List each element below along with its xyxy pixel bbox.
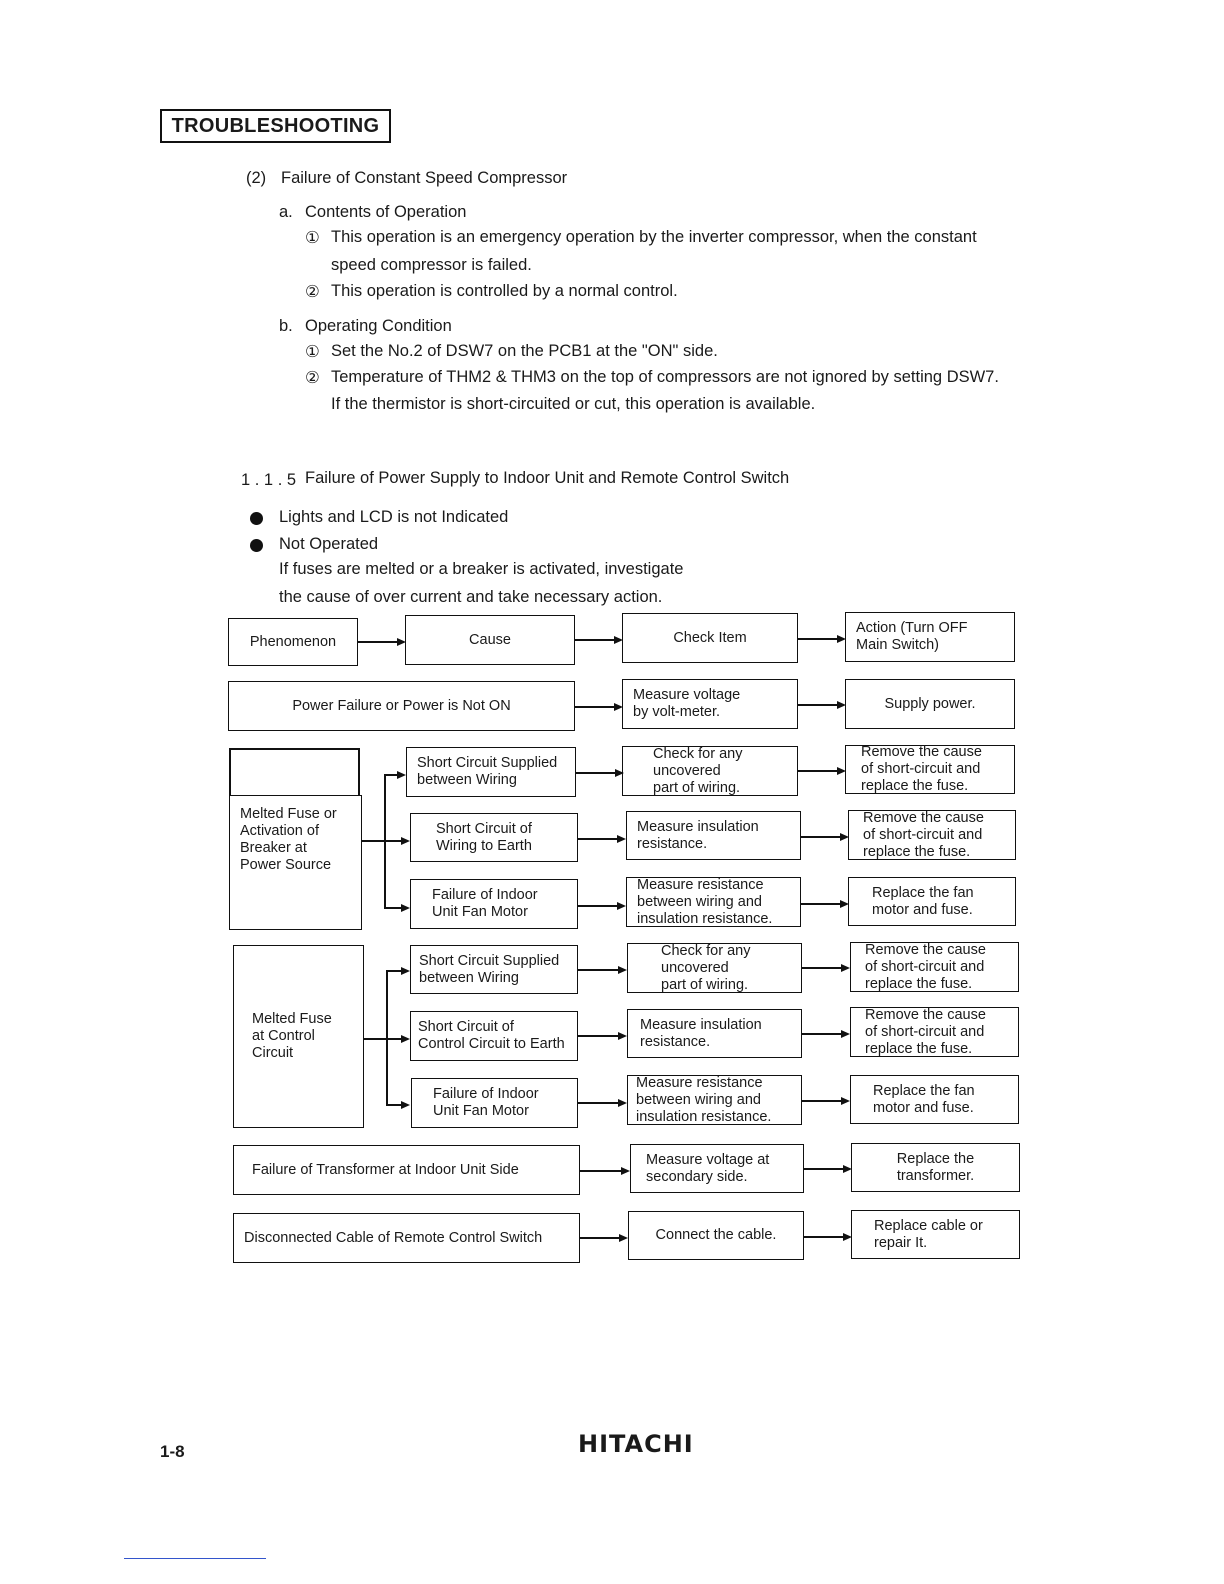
note-line-1: If fuses are melted or a breaker is activated, investigate	[279, 560, 684, 578]
source-check-1: Check for any uncovered part of wiring.	[622, 746, 798, 796]
arrow-icon	[843, 1165, 852, 1173]
connector-line	[575, 639, 615, 641]
divider-line	[229, 748, 360, 750]
arrow-icon	[617, 835, 626, 843]
connector-line	[802, 967, 842, 969]
arrow-icon	[841, 1030, 850, 1038]
arrow-icon	[397, 638, 406, 646]
sub-a-label: a.	[279, 203, 293, 221]
a-item-1-number: ①	[305, 229, 320, 247]
connector-line	[384, 907, 402, 909]
arrow-icon	[401, 967, 410, 975]
arrow-icon	[397, 771, 406, 779]
arrow-icon	[619, 1234, 628, 1242]
a-item-1-line-1: This operation is an emergency operation by the inverter compressor, when the constant	[331, 228, 977, 246]
power-failure-action: Supply power.	[845, 679, 1015, 729]
power-failure-phenomenon: Power Failure or Power is Not ON	[228, 681, 575, 731]
b-item-1-line-1: Set the No.2 of DSW7 on the PCB1 at the "ON" side.	[331, 342, 718, 360]
connector-line	[578, 838, 618, 840]
arrow-icon	[401, 904, 410, 912]
arrow-icon	[843, 1233, 852, 1241]
arrow-icon	[840, 833, 849, 841]
sub-b-label: b.	[279, 317, 293, 335]
arrow-icon	[401, 1035, 410, 1043]
connector-line	[798, 770, 838, 772]
connector-line	[384, 840, 402, 842]
connector-line	[386, 1038, 402, 1040]
arrow-icon	[618, 1032, 627, 1040]
transformer-action: Replace the transformer.	[851, 1143, 1020, 1192]
arrow-icon	[401, 837, 410, 845]
bullet-item-2: Not Operated	[279, 535, 379, 553]
b-item-2-line-2: If the thermistor is short-circuited or cut, this operation is available.	[331, 395, 816, 413]
bullet-icon	[250, 512, 263, 525]
connector-line	[802, 1100, 842, 1102]
remote-check: Connect the cable.	[628, 1211, 804, 1260]
control-check-1: Check for any uncovered part of wiring.	[627, 943, 802, 993]
bullet-icon	[250, 539, 263, 552]
source-check-2: Measure insulation resistance.	[626, 811, 801, 860]
arrow-icon	[841, 1097, 850, 1105]
arrow-icon	[614, 703, 623, 711]
connector-line	[575, 706, 615, 708]
sub-b-title: Operating Condition	[305, 317, 452, 335]
transformer-check: Measure voltage at secondary side.	[630, 1144, 804, 1193]
b-item-1-number: ①	[305, 343, 320, 361]
connector-line	[801, 903, 841, 905]
header-phenomenon: Phenomenon	[228, 618, 358, 666]
header-action: Action (Turn OFF Main Switch)	[845, 612, 1015, 662]
arrow-icon	[837, 767, 846, 775]
bullet-item-1: Lights and LCD is not Indicated	[279, 508, 509, 526]
melted-control-phenomenon: Melted Fuse at Control Circuit	[233, 945, 364, 1128]
control-cause-3: Failure of Indoor Unit Fan Motor	[411, 1078, 578, 1128]
connector-line	[801, 836, 841, 838]
a-item-2-line-1: This operation is controlled by a normal control.	[331, 282, 678, 300]
section-2-number: (2)	[246, 169, 267, 187]
control-cause-2: Short Circuit of Control Circuit to Earth	[410, 1011, 578, 1061]
control-check-3: Measure resistance between wiring and insulation resistance.	[627, 1075, 802, 1125]
b-item-2-number: ②	[305, 369, 320, 387]
connector-line	[580, 1170, 622, 1172]
a-item-1-line-2: speed compressor is failed.	[331, 256, 532, 274]
melted-source-phenomenon: Melted Fuse or Activation of Breaker at Power Source	[229, 795, 362, 930]
source-cause-1: Short Circuit Supplied between Wiring	[406, 747, 576, 797]
control-check-2: Measure insulation resistance.	[627, 1009, 802, 1058]
control-action-2: Remove the cause of short-circuit and replace the fuse.	[850, 1007, 1019, 1057]
arrow-icon	[401, 1101, 410, 1109]
arrow-icon	[617, 902, 626, 910]
control-action-3: Replace the fan motor and fuse.	[850, 1075, 1019, 1124]
arrow-icon	[618, 966, 627, 974]
power-failure-check: Measure voltage by volt-meter.	[622, 679, 798, 729]
arrow-icon	[841, 964, 850, 972]
connector-line	[386, 970, 402, 972]
arrow-icon	[618, 1099, 627, 1107]
arrow-icon	[840, 900, 849, 908]
connector-line	[798, 704, 838, 706]
source-action-3: Replace the fan motor and fuse.	[848, 877, 1016, 926]
connector-line	[362, 840, 384, 842]
page-number: 1-8	[160, 1442, 185, 1461]
source-cause-2: Short Circuit of Wiring to Earth	[410, 813, 578, 862]
connector-line	[578, 1035, 619, 1037]
source-action-1: Remove the cause of short-circuit and replace the fuse.	[845, 745, 1015, 794]
control-cause-1: Short Circuit Supplied between Wiring	[410, 945, 578, 994]
connector-line	[364, 1038, 386, 1040]
b-item-2-line-1: Temperature of THM2 & THM3 on the top of compressors are not ignored by setting DSW7.	[331, 368, 999, 386]
bottom-rule	[124, 1558, 266, 1559]
connector-line	[798, 638, 838, 640]
section-115-number: 1 . 1 . 5	[241, 471, 297, 489]
connector-line	[386, 1104, 402, 1106]
arrow-icon	[614, 636, 623, 644]
remote-phenomenon: Disconnected Cable of Remote Control Switch	[233, 1213, 580, 1263]
connector-line	[358, 641, 398, 643]
header-cause: Cause	[405, 615, 575, 665]
connector-line	[578, 1102, 619, 1104]
brand-logo: HITACHI	[578, 1430, 694, 1458]
divider-line	[358, 748, 360, 796]
connector-line	[580, 1237, 620, 1239]
connector-line	[578, 905, 618, 907]
source-check-3: Measure resistance between wiring and insulation resistance.	[626, 877, 801, 927]
section-header: TROUBLESHOOTING	[160, 109, 391, 143]
a-item-2-number: ②	[305, 283, 320, 301]
note-line-2: the cause of over current and take necessary action.	[279, 588, 663, 606]
control-action-1: Remove the cause of short-circuit and replace the fuse.	[850, 942, 1019, 992]
connector-line	[576, 772, 616, 774]
divider-line	[229, 748, 231, 796]
connector-line	[578, 969, 619, 971]
source-action-2: Remove the cause of short-circuit and replace the fuse.	[848, 810, 1016, 860]
connector-line	[804, 1236, 844, 1238]
section-115-title: Failure of Power Supply to Indoor Unit and Remote Control Switch	[305, 469, 790, 487]
arrow-icon	[621, 1167, 630, 1175]
arrow-icon	[837, 635, 846, 643]
remote-action: Replace cable or repair It.	[851, 1210, 1020, 1259]
connector-line	[804, 1168, 844, 1170]
source-cause-3: Failure of Indoor Unit Fan Motor	[410, 879, 578, 929]
transformer-phenomenon: Failure of Transformer at Indoor Unit Side	[233, 1145, 580, 1195]
arrow-icon	[837, 701, 846, 709]
section-2-heading: Failure of Constant Speed Compressor	[281, 169, 568, 187]
sub-a-title: Contents of Operation	[305, 203, 467, 221]
connector-line	[384, 774, 398, 776]
connector-line	[802, 1033, 842, 1035]
header-check-item: Check Item	[622, 613, 798, 663]
arrow-icon	[615, 769, 624, 777]
